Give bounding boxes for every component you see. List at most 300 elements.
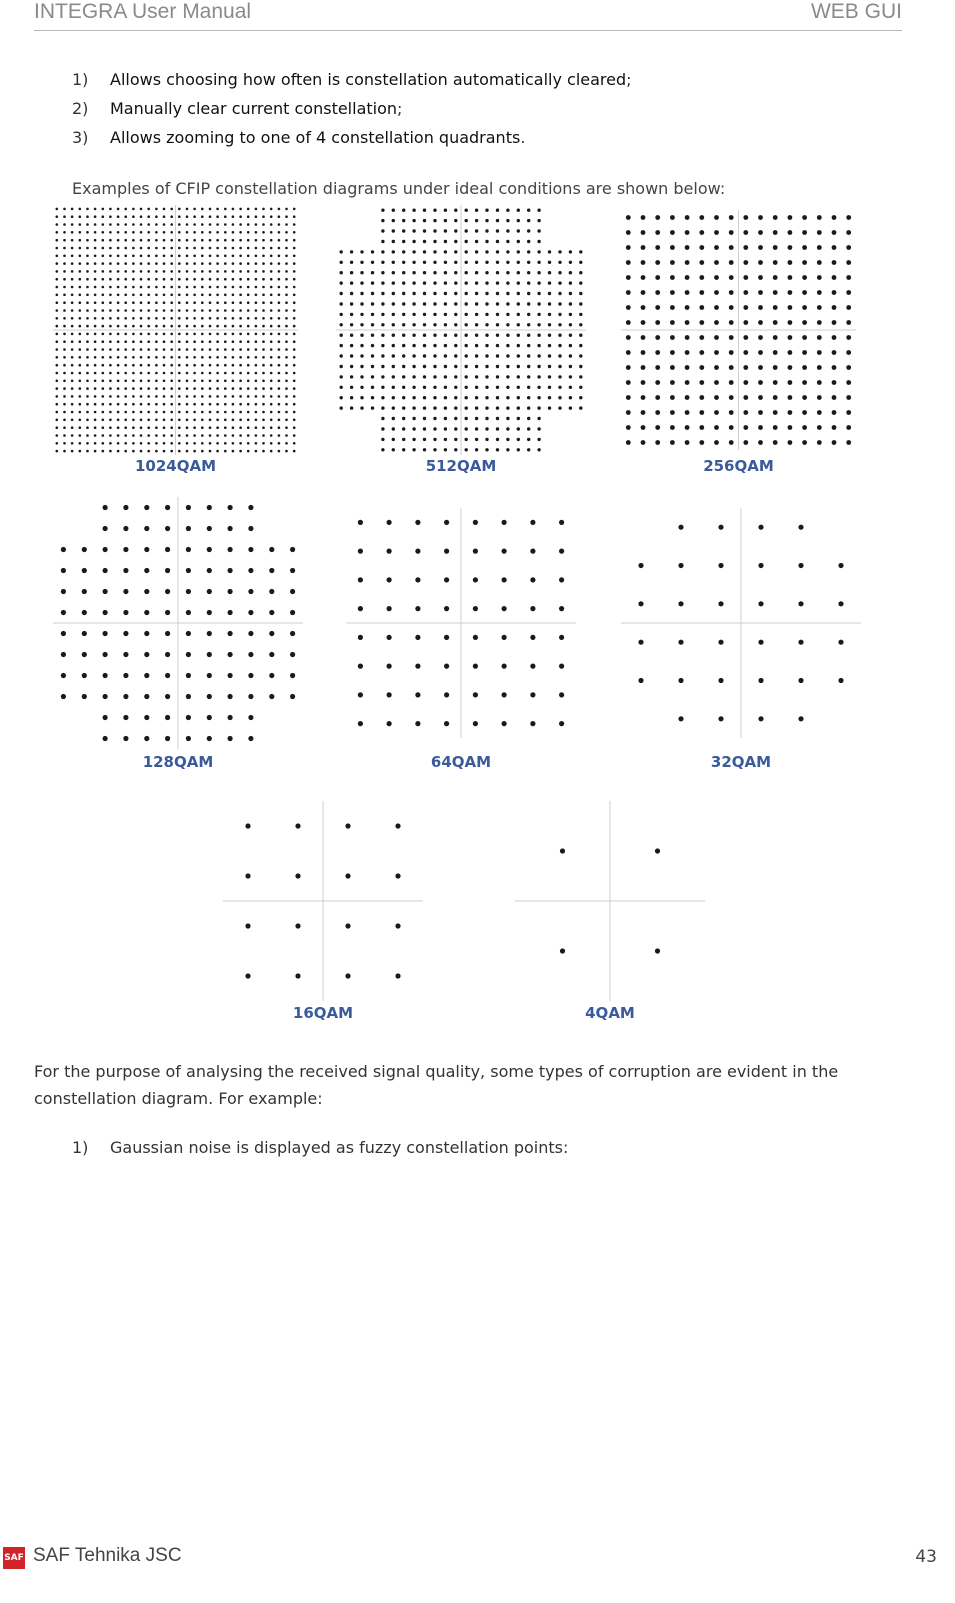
constellation-point xyxy=(79,208,82,211)
constellation-point xyxy=(685,260,690,265)
constellation-point xyxy=(170,208,173,211)
constellation-point xyxy=(82,547,87,552)
constellation-point xyxy=(758,440,763,445)
constellation-point xyxy=(71,426,74,429)
constellation-point xyxy=(71,450,74,453)
constellation-point xyxy=(773,290,778,295)
constellation-point xyxy=(163,387,166,390)
constellation-point xyxy=(433,406,436,409)
constellation-point xyxy=(290,568,295,573)
constellation-point xyxy=(475,396,478,399)
constellation-point xyxy=(412,417,415,420)
constellation-point xyxy=(655,440,660,445)
constellation-point xyxy=(147,301,150,304)
constellation-point xyxy=(140,419,143,422)
constellation-point xyxy=(102,317,105,320)
constellation-point xyxy=(216,278,219,281)
constellation-point xyxy=(743,230,748,235)
constellation-point xyxy=(163,301,166,304)
constellation-point xyxy=(626,230,631,235)
constellation-point xyxy=(381,209,384,212)
constellation-point xyxy=(71,239,74,242)
constellation-point xyxy=(729,380,734,385)
constellation-point xyxy=(186,208,189,211)
constellation-point xyxy=(802,320,807,325)
constellation-point xyxy=(817,290,822,295)
constellation-point xyxy=(56,333,59,336)
constellation-point xyxy=(559,577,564,582)
constellation-point xyxy=(132,278,135,281)
constellation-point xyxy=(56,403,59,406)
constellation-point xyxy=(186,568,191,573)
constellation-point xyxy=(502,606,507,611)
constellation-point xyxy=(186,610,191,615)
constellation-point xyxy=(699,365,704,370)
constellation-point xyxy=(224,348,227,351)
constellation-point xyxy=(433,240,436,243)
constellation-point xyxy=(678,716,683,721)
constellation-point xyxy=(82,589,87,594)
constellation-point xyxy=(714,335,719,340)
constellation-point xyxy=(444,250,447,253)
constellation-point xyxy=(71,364,74,367)
constellation-point xyxy=(63,215,66,218)
constellation-point xyxy=(94,325,97,328)
constellation-point xyxy=(262,215,265,218)
constellation-point xyxy=(802,365,807,370)
constellation-point xyxy=(207,715,212,720)
constellation-point xyxy=(788,230,793,235)
constellation-point xyxy=(103,505,108,510)
constellation-point xyxy=(79,262,82,265)
constellation-point xyxy=(278,372,281,375)
constellation-point xyxy=(86,301,89,304)
constellation-point xyxy=(392,375,395,378)
constellation-point xyxy=(163,364,166,367)
constellation-point xyxy=(293,223,296,226)
constellation-point xyxy=(485,334,488,337)
constellation-point xyxy=(699,215,704,220)
constellation-point xyxy=(548,386,551,389)
constellation-point xyxy=(423,344,426,347)
constellation-point xyxy=(293,239,296,242)
constellation-point xyxy=(444,606,449,611)
constellation-point xyxy=(527,396,530,399)
constellation-point xyxy=(193,301,196,304)
constellation-point xyxy=(132,286,135,289)
constellation-point xyxy=(262,309,265,312)
constellation-point xyxy=(350,386,353,389)
constellation-point xyxy=(224,309,227,312)
constellation-point xyxy=(293,286,296,289)
constellation-point xyxy=(186,333,189,336)
constellation-point xyxy=(82,568,87,573)
constellation-point xyxy=(216,419,219,422)
constellation-point xyxy=(485,281,488,284)
constellation-point xyxy=(86,278,89,281)
constellation-point xyxy=(371,302,374,305)
constellation-point xyxy=(216,301,219,304)
constellation-point xyxy=(201,356,204,359)
list-item xyxy=(72,128,892,157)
constellation-point xyxy=(402,386,405,389)
constellation-point xyxy=(444,240,447,243)
constellation-point xyxy=(270,364,273,367)
constellation-point xyxy=(117,411,120,414)
constellation-point xyxy=(278,333,281,336)
constellation-point xyxy=(517,417,520,420)
constellation-point xyxy=(381,396,384,399)
constellation-point xyxy=(124,372,127,375)
constellation-point xyxy=(392,448,395,451)
constellation-point xyxy=(290,547,295,552)
constellation-point xyxy=(517,334,520,337)
constellation-point xyxy=(170,215,173,218)
constellation-point xyxy=(63,403,66,406)
constellation-point xyxy=(56,208,59,211)
constellation-point xyxy=(56,239,59,242)
constellation-point xyxy=(371,396,374,399)
constellation-point xyxy=(239,387,242,390)
constellation-point xyxy=(473,692,478,697)
constellation-point xyxy=(270,208,273,211)
constellation-point xyxy=(558,261,561,264)
constellation-point xyxy=(817,440,822,445)
constellation-point xyxy=(371,334,374,337)
constellation-point xyxy=(475,386,478,389)
constellation-point xyxy=(94,255,97,258)
constellation-point xyxy=(86,255,89,258)
constellation-point xyxy=(285,262,288,265)
constellation-point xyxy=(163,286,166,289)
constellation-point xyxy=(247,403,250,406)
constellation-point xyxy=(109,208,112,211)
constellation-point xyxy=(559,721,564,726)
constellation-point xyxy=(56,278,59,281)
constellation-point xyxy=(278,255,281,258)
constellation-point xyxy=(444,386,447,389)
constellation-point xyxy=(527,427,530,430)
constellation-point xyxy=(465,334,468,337)
constellation-point xyxy=(239,395,242,398)
constellation-point xyxy=(412,250,415,253)
constellation-point xyxy=(255,231,258,234)
constellation-point xyxy=(155,294,158,297)
constellation-point xyxy=(63,301,66,304)
constellation-diagrams xyxy=(53,205,873,1035)
constellation-point xyxy=(699,395,704,400)
constellation-point xyxy=(224,325,227,328)
constellation-point xyxy=(506,427,509,430)
constellation-point xyxy=(102,348,105,351)
constellation-point xyxy=(350,281,353,284)
constellation-point xyxy=(802,350,807,355)
constellation-point xyxy=(71,262,74,265)
constellation-point xyxy=(345,973,350,978)
constellation-point xyxy=(123,505,128,510)
constellation-point xyxy=(255,395,258,398)
constellation-point xyxy=(262,223,265,226)
constellation-point xyxy=(537,250,540,253)
constellation-point xyxy=(155,255,158,258)
constellation-point xyxy=(473,721,478,726)
constellation-point xyxy=(71,387,74,390)
constellation-point xyxy=(262,278,265,281)
constellation-point xyxy=(743,245,748,250)
constellation-point xyxy=(485,354,488,357)
constellation-point xyxy=(155,380,158,383)
constellation-point xyxy=(729,215,734,220)
constellation-point xyxy=(255,270,258,273)
constellation-point xyxy=(224,294,227,297)
constellation-point xyxy=(485,396,488,399)
constellation-point xyxy=(132,333,135,336)
constellation-point xyxy=(626,290,631,295)
constellation-point xyxy=(558,354,561,357)
constellation-point xyxy=(79,380,82,383)
constellation-point xyxy=(79,247,82,250)
constellation-point xyxy=(802,215,807,220)
constellation-point xyxy=(699,425,704,430)
constellation-point xyxy=(262,208,265,211)
constellation-point xyxy=(79,403,82,406)
constellation-point xyxy=(402,271,405,274)
constellation-point xyxy=(559,664,564,669)
constellation-point xyxy=(56,450,59,453)
constellation-point xyxy=(699,335,704,340)
constellation-point xyxy=(475,313,478,316)
constellation-point xyxy=(103,715,108,720)
constellation-point xyxy=(846,275,851,280)
constellation-point xyxy=(102,223,105,226)
constellation-point xyxy=(71,419,74,422)
constellation-point xyxy=(537,396,540,399)
constellation-point xyxy=(207,694,212,699)
constellation-point xyxy=(102,286,105,289)
constellation-point xyxy=(94,450,97,453)
constellation-point xyxy=(454,386,457,389)
constellation-point xyxy=(846,440,851,445)
constellation-point xyxy=(485,219,488,222)
constellation-point xyxy=(773,425,778,430)
constellation-point xyxy=(109,309,112,312)
constellation-point xyxy=(140,434,143,437)
constellation-point xyxy=(454,209,457,212)
constellation-point xyxy=(381,323,384,326)
constellation-point xyxy=(178,239,181,242)
constellation-point xyxy=(641,215,646,220)
constellation-point xyxy=(255,348,258,351)
constellation-point xyxy=(423,396,426,399)
body-paragraph: For the purpose of analysing the received signal quality, some types of corruption are evident in the constellation diagram. For example: xyxy=(34,1062,839,1108)
constellation-point xyxy=(147,333,150,336)
constellation-point xyxy=(86,231,89,234)
constellation-point xyxy=(71,255,74,258)
constellation-point xyxy=(655,245,660,250)
constellation-point xyxy=(433,323,436,326)
constellation-point xyxy=(270,215,273,218)
list-item-number: 1) xyxy=(72,1138,89,1157)
constellation-point xyxy=(465,240,468,243)
constellation-point xyxy=(239,442,242,445)
constellation-point xyxy=(798,563,803,568)
constellation-point xyxy=(86,247,89,250)
constellation-point xyxy=(832,350,837,355)
constellation-point xyxy=(63,387,66,390)
constellation-point xyxy=(56,395,59,398)
constellation-point xyxy=(278,395,281,398)
constellation-point xyxy=(423,240,426,243)
constellation-point xyxy=(117,208,120,211)
constellation-point xyxy=(109,426,112,429)
constellation-point xyxy=(79,317,82,320)
constellation-point xyxy=(293,387,296,390)
constellation-point xyxy=(248,736,253,741)
constellation-point xyxy=(63,450,66,453)
constellation-point xyxy=(239,223,242,226)
constellation-point xyxy=(56,364,59,367)
constellation-point xyxy=(517,406,520,409)
constellation-point xyxy=(178,231,181,234)
constellation-point xyxy=(178,301,181,304)
constellation-point xyxy=(412,302,415,305)
constellation-point xyxy=(193,340,196,343)
constellation-point xyxy=(402,209,405,212)
constellation-point xyxy=(278,208,281,211)
constellation-point xyxy=(201,333,204,336)
constellation-point xyxy=(285,434,288,437)
constellation-point xyxy=(641,380,646,385)
constellation-point xyxy=(147,380,150,383)
constellation-point xyxy=(655,230,660,235)
constellation-point xyxy=(109,364,112,367)
constellation-point xyxy=(247,278,250,281)
constellation-point xyxy=(147,387,150,390)
constellation-point xyxy=(381,417,384,420)
constellation-point xyxy=(392,261,395,264)
constellation-point xyxy=(350,354,353,357)
constellation-point xyxy=(170,239,173,242)
constellation-point xyxy=(216,231,219,234)
constellation-point xyxy=(412,427,415,430)
constellation-point xyxy=(117,317,120,320)
constellation-point xyxy=(773,215,778,220)
constellation-point xyxy=(262,348,265,351)
constellation-point xyxy=(262,231,265,234)
constellation-point xyxy=(638,678,643,683)
constellation-point xyxy=(743,215,748,220)
constellation-point xyxy=(293,450,296,453)
constellation-point xyxy=(209,387,212,390)
constellation-point xyxy=(255,403,258,406)
constellation-point xyxy=(412,229,415,232)
constellation-point xyxy=(63,325,66,328)
page-footer xyxy=(0,1545,955,1575)
constellation-point xyxy=(94,434,97,437)
constellation-point xyxy=(350,344,353,347)
constellation-point xyxy=(147,442,150,445)
constellation-point xyxy=(94,442,97,445)
constellation-point xyxy=(170,223,173,226)
constellation-point xyxy=(163,309,166,312)
constellation-point xyxy=(729,365,734,370)
constellation-point xyxy=(278,215,281,218)
constellation-point xyxy=(832,230,837,235)
constellation-point xyxy=(626,335,631,340)
constellation-point xyxy=(832,245,837,250)
constellation-point xyxy=(224,340,227,343)
constellation-point xyxy=(201,215,204,218)
constellation-point xyxy=(178,262,181,265)
constellation-point xyxy=(245,823,250,828)
constellation-point xyxy=(224,411,227,414)
constellation-point xyxy=(56,255,59,258)
constellation-point xyxy=(285,380,288,383)
constellation-point xyxy=(832,290,837,295)
constellation-point xyxy=(433,292,436,295)
constellation-point xyxy=(475,448,478,451)
constellation-point xyxy=(670,275,675,280)
constellation-point xyxy=(381,334,384,337)
constellation-point xyxy=(170,387,173,390)
constellation-point xyxy=(485,438,488,441)
constellation-point xyxy=(433,261,436,264)
constellation-point xyxy=(270,372,273,375)
constellation-point xyxy=(63,309,66,312)
constellation-point xyxy=(193,317,196,320)
constellation-point xyxy=(465,354,468,357)
constellation-point xyxy=(433,448,436,451)
constellation-point xyxy=(79,372,82,375)
constellation-point xyxy=(124,239,127,242)
constellation-point xyxy=(569,396,572,399)
constellation-point xyxy=(71,309,74,312)
constellation-point xyxy=(832,215,837,220)
constellation-point xyxy=(817,425,822,430)
constellation-point xyxy=(132,301,135,304)
page-header xyxy=(34,0,902,31)
constellation-point xyxy=(144,610,149,615)
constellation-point xyxy=(63,208,66,211)
constellation-point xyxy=(537,417,540,420)
constellation-point xyxy=(293,278,296,281)
constellation-point xyxy=(278,270,281,273)
constellation-point xyxy=(255,380,258,383)
constellation-point xyxy=(290,610,295,615)
constellation-point xyxy=(247,442,250,445)
constellation-point xyxy=(285,372,288,375)
constellation-point xyxy=(255,450,258,453)
constellation-point xyxy=(109,262,112,265)
constellation-point xyxy=(224,317,227,320)
constellation-point xyxy=(743,395,748,400)
constellation-point xyxy=(475,438,478,441)
constellation-point xyxy=(788,320,793,325)
constellation-point xyxy=(392,417,395,420)
constellation-point xyxy=(433,219,436,222)
constellation-point xyxy=(569,281,572,284)
constellation-point xyxy=(247,348,250,351)
constellation-point xyxy=(147,239,150,242)
constellation-point xyxy=(86,387,89,390)
constellation-point xyxy=(186,395,189,398)
constellation-point xyxy=(247,294,250,297)
constellation-point xyxy=(209,380,212,383)
constellation-point xyxy=(56,426,59,429)
constellation-point xyxy=(558,302,561,305)
constellation-point xyxy=(216,403,219,406)
constellation-point xyxy=(423,406,426,409)
